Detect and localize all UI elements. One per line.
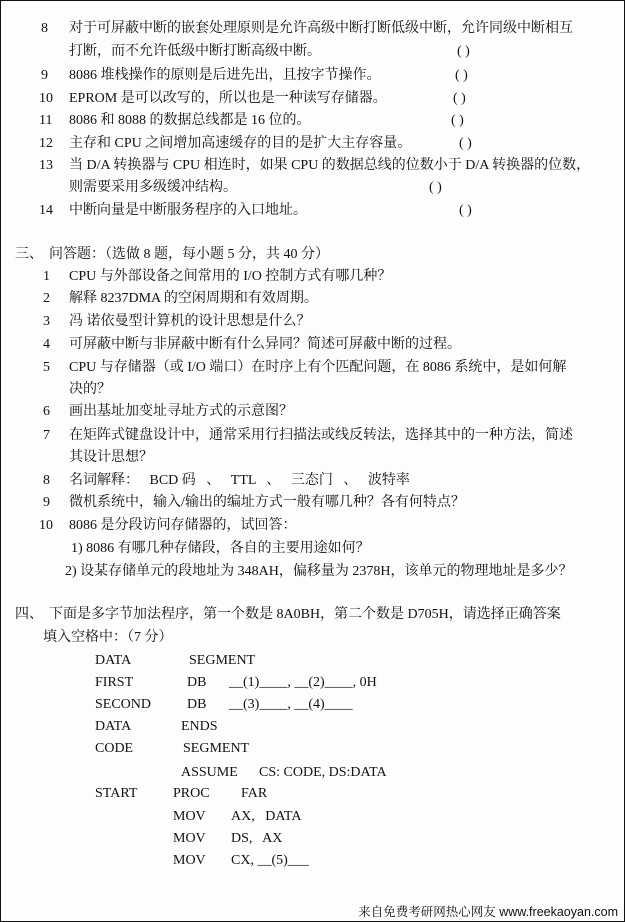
code-label: CODE — [95, 741, 134, 756]
question-text: 可屏蔽中断与非屏蔽中断有什么异同？简述可屏蔽中断的过程。 — [69, 337, 461, 352]
judge-item-num: 12 — [39, 136, 53, 151]
question-text: 8086 是分段访问存储器的，试回答： — [69, 518, 297, 533]
code-op: MOV — [173, 809, 206, 824]
code-op: DB — [187, 697, 207, 712]
code-op: ENDS — [181, 719, 218, 734]
code-op: DB — [187, 675, 207, 690]
section-title: 问答题：（选做 8 题，每小题 5 分，共 40 分） — [49, 247, 329, 262]
question-num: 7 — [43, 428, 50, 443]
answer-parentheses: ( ) — [451, 113, 464, 128]
answer-parentheses: ( ) — [459, 203, 472, 218]
code-op: SEGMENT — [183, 741, 250, 756]
question-text: 在矩阵式键盘设计中，通常采用行扫描法或线反转法，选择其中的一种方法，简述 — [69, 428, 573, 443]
code-operand: CS: CODE, DS:DATA — [259, 765, 387, 780]
answer-parentheses: ( ) — [459, 136, 472, 151]
question-text: 微机系统中，输入/输出的编址方式一般有哪几种？各有何特点？ — [69, 495, 465, 510]
judge-item-num: 9 — [41, 68, 48, 83]
code-label: START — [95, 786, 138, 801]
code-label: FIRST — [95, 675, 134, 690]
question-num: 4 — [43, 337, 50, 352]
judge-item-text-cont: 则需要采用多级缓冲结构。 — [69, 180, 237, 195]
judge-item-num: 10 — [39, 91, 53, 106]
question-num: 1 — [43, 269, 50, 284]
judge-item-num: 14 — [39, 203, 53, 218]
sub-question: 2) 设某存储单元的段地址为 348AH，偏移量为 2378H，该单元的物理地址是多少？ — [65, 564, 573, 579]
judge-item-text: 8086 堆栈操作的原则是后进先出，且按字节操作。 — [69, 68, 381, 83]
code-op: MOV — [173, 853, 206, 868]
judge-item-text: 中断向量是中断服务程序的入口地址。 — [69, 203, 307, 218]
question-num: 8 — [43, 473, 50, 488]
code-op: MOV — [173, 831, 206, 846]
section-number: 三、 — [15, 247, 43, 262]
code-op: ASSUME — [181, 765, 238, 780]
judge-item-text: 当 D/A 转换器与 CPU 相连时，如果 CPU 的数据总线的位数小于 D/A 转换器的位数， — [69, 158, 591, 173]
question-text: CPU 与存储器（或 I/O 端口）在时序上有个匹配问题，在 8086 系统中，是如何解 — [69, 360, 567, 375]
sub-question: 1) 8086 有哪几种存储段，各自的主要用途如何？ — [71, 541, 370, 556]
question-num: 2 — [43, 291, 50, 306]
judge-item-num: 13 — [39, 158, 53, 173]
judge-item-text: 8086 和 8088 的数据总线都是 16 位的。 — [69, 113, 311, 128]
code-operand: __(3)____, __(4)____ — [229, 697, 353, 712]
question-text: 冯 诺依曼型计算机的设计思想是什么？ — [69, 314, 311, 329]
code-label: DATA — [95, 653, 132, 668]
code-op: SEGMENT — [189, 653, 256, 668]
answer-parentheses: ( ) — [453, 91, 466, 106]
judge-item-text: 主存和 CPU 之间增加高速缓存的目的是扩大主存容量。 — [69, 136, 412, 151]
judge-item-text: 对于可屏蔽中断的嵌套处理原则是允许高级中断打断低级中断，允许同级中断相互 — [69, 21, 573, 36]
answer-parentheses: ( ) — [455, 68, 468, 83]
judge-item-num: 8 — [41, 21, 48, 36]
question-text: 画出基址加变址寻址方式的示意图？ — [69, 404, 293, 419]
question-text: 名词解释： BCD 码 、 TTL 、 三态门 、 波特率 — [69, 473, 410, 488]
answer-parentheses: ( ) — [429, 180, 442, 195]
section-title-cont: 填入空格中：（7 分） — [43, 630, 173, 645]
code-operand: __(1)____, __(2)____, 0H — [229, 675, 377, 690]
question-text: CPU 与外部设备之间常用的 I/O 控制方式有哪几种？ — [69, 269, 392, 284]
judge-item-text-cont: 打断，而不允许低级中断打断高级中断。 — [69, 44, 321, 59]
source-watermark: 来自免费考研网热心网友 www.freekaoyan.com — [358, 905, 618, 919]
code-operand: CX, __(5)___ — [231, 853, 309, 868]
question-num: 6 — [43, 404, 50, 419]
question-num: 3 — [43, 314, 50, 329]
question-num: 5 — [43, 360, 50, 375]
code-operand: DS, AX — [231, 831, 283, 846]
section-title: 下面是多字节加法程序，第一个数是 8A0BH，第二个数是 D705H，请选择正确答案 — [49, 607, 561, 622]
judge-item-text: EPROM 是可以改写的，所以也是一种读写存储器。 — [69, 91, 387, 106]
question-num: 9 — [43, 495, 50, 510]
question-text-cont: 其设计思想？ — [69, 450, 153, 465]
code-label: DATA — [95, 719, 132, 734]
question-text-cont: 决的？ — [69, 382, 111, 397]
section-number: 四、 — [15, 607, 43, 622]
code-operand: FAR — [241, 786, 268, 801]
answer-parentheses: ( ) — [457, 44, 470, 59]
question-num: 10 — [39, 518, 53, 533]
question-text: 解释 8237DMA 的空闲周期和有效周期。 — [69, 291, 318, 306]
code-label: SECOND — [95, 697, 152, 712]
judge-item-num: 11 — [39, 113, 53, 128]
code-op: PROC — [173, 786, 210, 801]
code-operand: AX, DATA — [231, 809, 302, 824]
